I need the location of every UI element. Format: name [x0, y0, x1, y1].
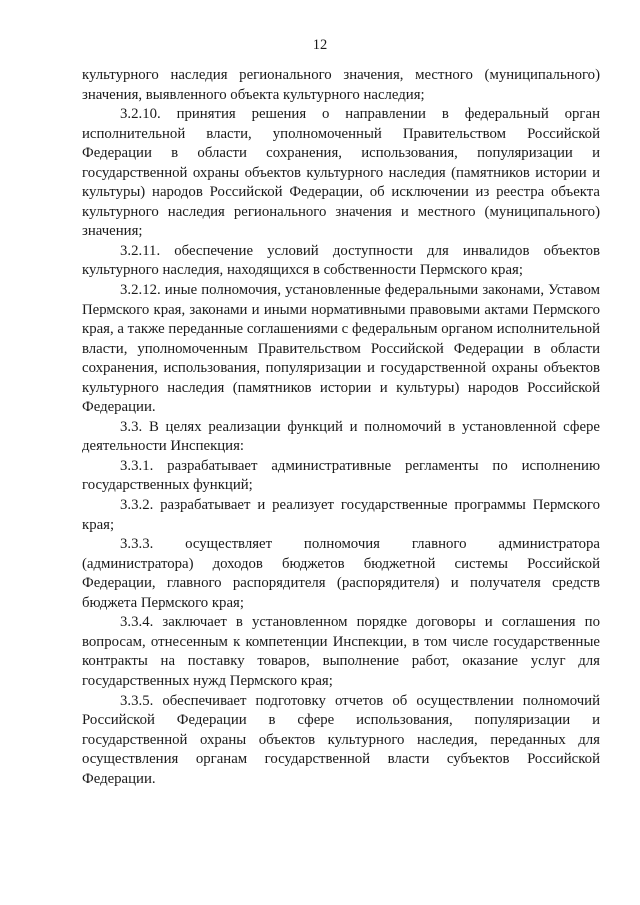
paragraph-continuation: культурного наследия регионального значения, местного (муниципального) значения, выявленного объекта культурного наследия;	[82, 67, 600, 103]
paragraph-3-3-4: 3.3.4. заключает в установленном порядке договоры и соглашения по вопросам, отнесенным к компетенции Инспекции, в том числе государственные контракты на поставку товаров, выполнение работ, оказание услуг для государственных нужд Пермского края;	[82, 614, 600, 689]
paragraph-3-2-10: 3.2.10. принятия решения о направлении в федеральный орган исполнительной власти, уполномоченный Правительством Российской Федерации в области сохранения, использования, популяризации и государственной охраны объектов культурного наследия (памятников истории и культуры) народов Российской Федерации, об исключении из реестра объекта культурного наследия регионального значения и местного (муниципального) значения;	[82, 106, 600, 240]
paragraph-3-3: 3.3. В целях реализации функций и полномочий в установленной сфере деятельности Инспекция:	[82, 418, 600, 455]
page-number: 12	[312, 37, 328, 53]
paragraph-3-3-5: 3.3.5. обеспечивает подготовку отчетов об осуществлении полномочий Российской Федерации в сфере использования, популяризации и государственной охраны объектов культурного наследия, переданных для осуществления органам государственной власти субъектов Российской Федерации.	[82, 692, 600, 787]
paragraph-3-2-11: 3.2.11. обеспечение условий доступности для инвалидов объектов культурного наследия, находящихся в собственности Пермского края;	[82, 242, 600, 279]
paragraph-3-3-1: 3.3.1. разрабатывает административные регламенты по исполнению государственных функций;	[82, 457, 600, 494]
document-body	[82, 66, 600, 789]
paragraph-3-3-3: 3.3.3. осуществляет полномочия главного администратора (администратора) доходов бюджетов бюджетной системы Российской Федерации, главного распорядителя (распорядителя) и получателя средств бюджета Пермского края;	[82, 536, 600, 611]
paragraph-3-2-12: 3.2.12. иные полномочия, установленные федеральными законами, Уставом Пермского края, законами и иными нормативными правовыми актами Пермского края, а также переданные соглашениями с федеральным органом исполнительной власти, уполномоченным Правительством Российской Федерации в области сохранения, использования, популяризации и государственной охраны объектов культурного наследия (памятников истории и культуры) народов Российской Федерации.	[82, 282, 600, 416]
paragraph-3-3-2: 3.3.2. разрабатывает и реализует государственные программы Пермского края;	[82, 497, 600, 533]
